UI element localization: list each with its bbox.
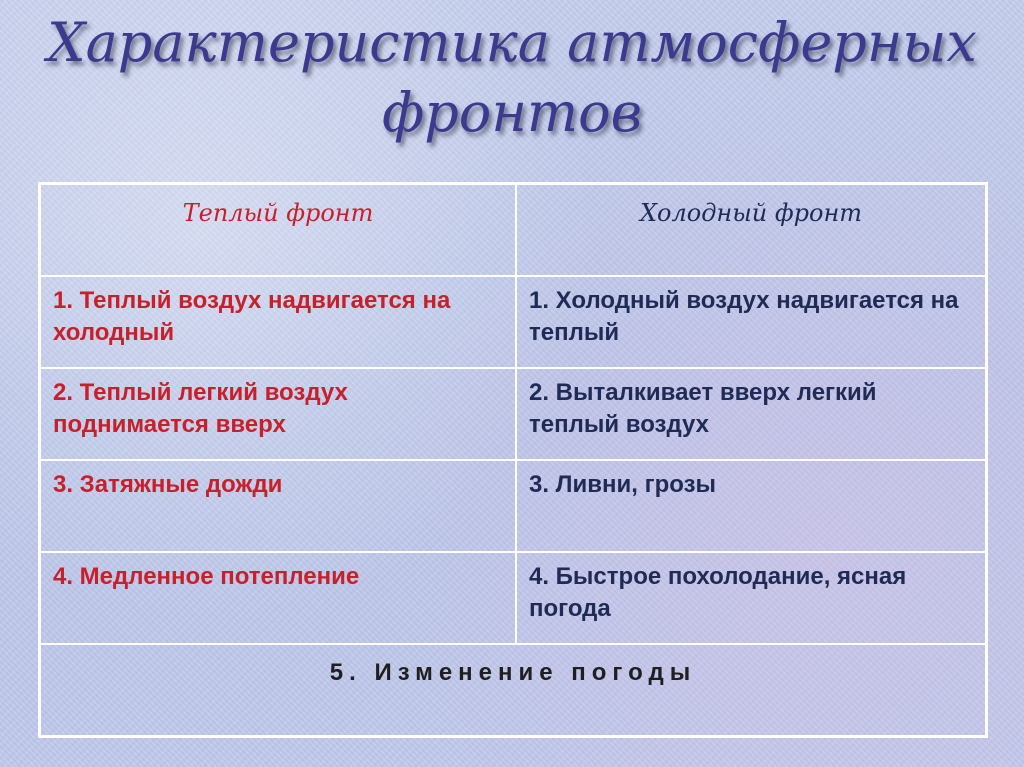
title-line-1: Характеристика атмосферных [47,11,977,74]
cold-cell-1: 1. Холодный воздух надвигается на теплый [516,276,986,368]
footer-weather-change: 5. Изменение погоды [40,644,986,736]
table-row [40,276,986,368]
page-title [0,8,1024,148]
warm-cell-3: 3. Затяжные дожди [40,460,516,552]
fronts-table [38,182,988,738]
title-line-2: фронтов [381,81,643,144]
cold-cell-4: 4. Быстрое похолодание, ясная погода [516,552,986,644]
warm-cell-4: 4. Медленное потепление [40,552,516,644]
table-row [40,368,986,460]
cold-cell-3: 3. Ливни, грозы [516,460,986,552]
table-row [40,460,986,552]
table-row [40,552,986,644]
cold-cell-2: 2. Выталкивает вверх легкий теплый воздух [516,368,986,460]
header-warm-front: Теплый фронт [40,184,516,276]
warm-cell-1: 1. Теплый воздух надвигается на холодный [40,276,516,368]
warm-cell-2: 2. Теплый легкий воздух поднимается вверх [40,368,516,460]
table-header-row [40,184,986,276]
header-cold-front: Холодный фронт [516,184,986,276]
table-footer-row [40,644,986,736]
